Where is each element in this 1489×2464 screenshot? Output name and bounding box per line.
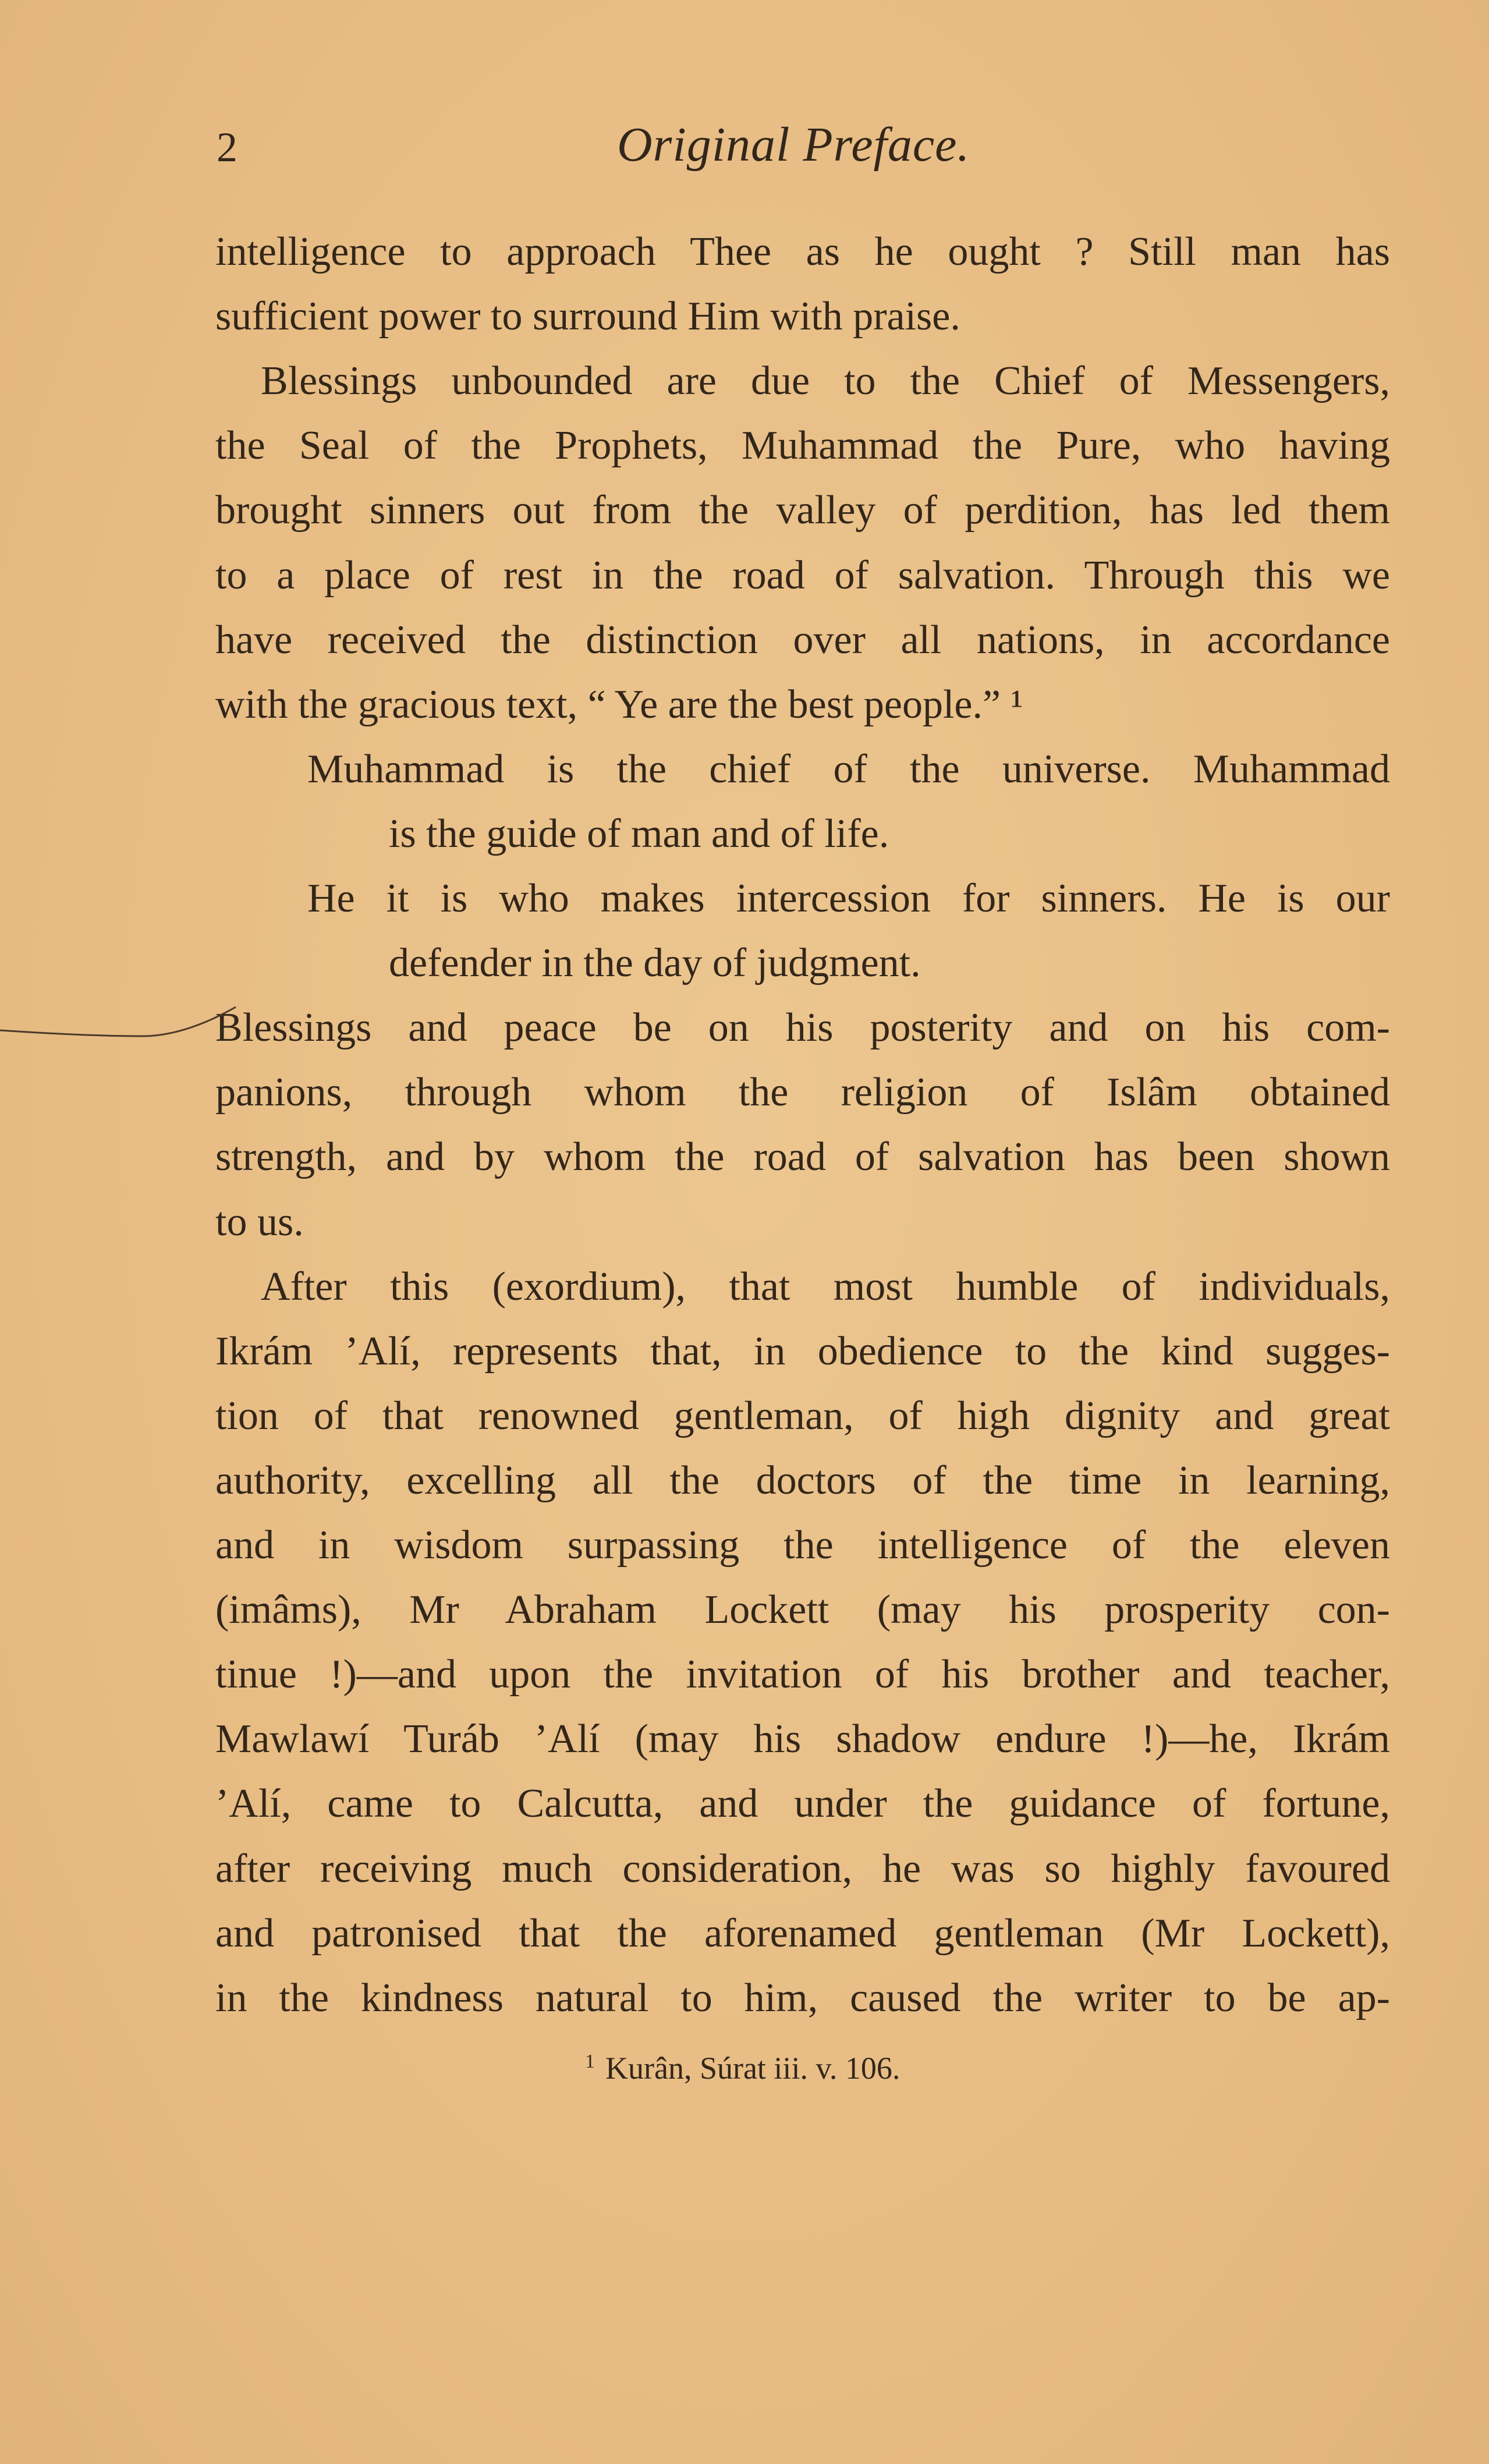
text-line: After this (exordium), that most humble of individuals, — [261, 1264, 1390, 1309]
text-line: and patronised that the aforenamed gentleman (Mr Lockett), — [215, 1910, 1390, 1956]
pencil-margin-mark — [0, 990, 244, 1042]
text-line: strength, and by whom the road of salvation has been shown — [215, 1134, 1390, 1180]
text-line: to us. — [215, 1199, 304, 1245]
text-line: is the guide of man and of life. — [389, 811, 889, 856]
text-line: after receiving much consideration, he was so highly favoured — [215, 1846, 1390, 1891]
text-line: defender in the day of judgment. — [389, 941, 921, 986]
text-line: in the kindness natural to him, caused the writer to be ap- — [215, 1975, 1390, 2020]
text-line: the Seal of the Prophets, Muhammad the Pure, who having — [215, 423, 1390, 469]
text-line: and in wisdom surpassing the intelligence of the eleven — [215, 1523, 1390, 1568]
text-line: sufficient power to surround Him with praise. — [215, 294, 960, 339]
text-line: brought sinners out from the valley of perdition, has led them — [215, 488, 1390, 533]
text-line: He it is who makes intercession for sinners. He is our — [307, 876, 1390, 921]
text-line: panions, through whom the religion of Islâm obtained — [215, 1070, 1390, 1115]
footnote — [585, 2050, 900, 2086]
text-line: ’Alí, came to Calcutta, and under the guidance of fortune, — [215, 1781, 1390, 1827]
text-line: tion of that renowned gentleman, of high dignity and great — [215, 1393, 1390, 1438]
text-line: with the gracious text, “ Ye are the best people.” ¹ — [215, 682, 1023, 727]
text-line: Ikrám ’Alí, represents that, in obedience to the kind sugges- — [215, 1328, 1390, 1374]
text-line: Blessings unbounded are due to the Chief of Messengers, — [261, 359, 1390, 404]
text-line: (imâms), Mr Abraham Lockett (may his prosperity con- — [215, 1587, 1390, 1633]
running-title: Original Preface. — [617, 118, 970, 172]
text-line: Mawlawí Turáb ’Alí (may his shadow endure !)—he, Ikrám — [215, 1717, 1390, 1762]
text-line: authority, excelling all the doctors of the time in learning, — [215, 1458, 1390, 1503]
footnote-text: Kurân, Súrat iii. v. 106. — [605, 2051, 901, 2086]
footnote-marker: 1 — [585, 2051, 595, 2072]
text-line: have received the distinction over all nations, in accordance — [215, 617, 1390, 662]
text-line: to a place of rest in the road of salvation. Through this we — [215, 552, 1390, 598]
text-line: Blessings and peace be on his posterity and on his com- — [215, 1005, 1390, 1051]
text-line: Muhammad is the chief of the universe. Muhammad — [307, 746, 1390, 792]
text-line: intelligence to approach Thee as he ought ? Still man has — [215, 229, 1390, 274]
page-number: 2 — [217, 124, 237, 171]
text-line: tinue !)—and upon the invitation of his brother and teacher, — [215, 1652, 1390, 1697]
